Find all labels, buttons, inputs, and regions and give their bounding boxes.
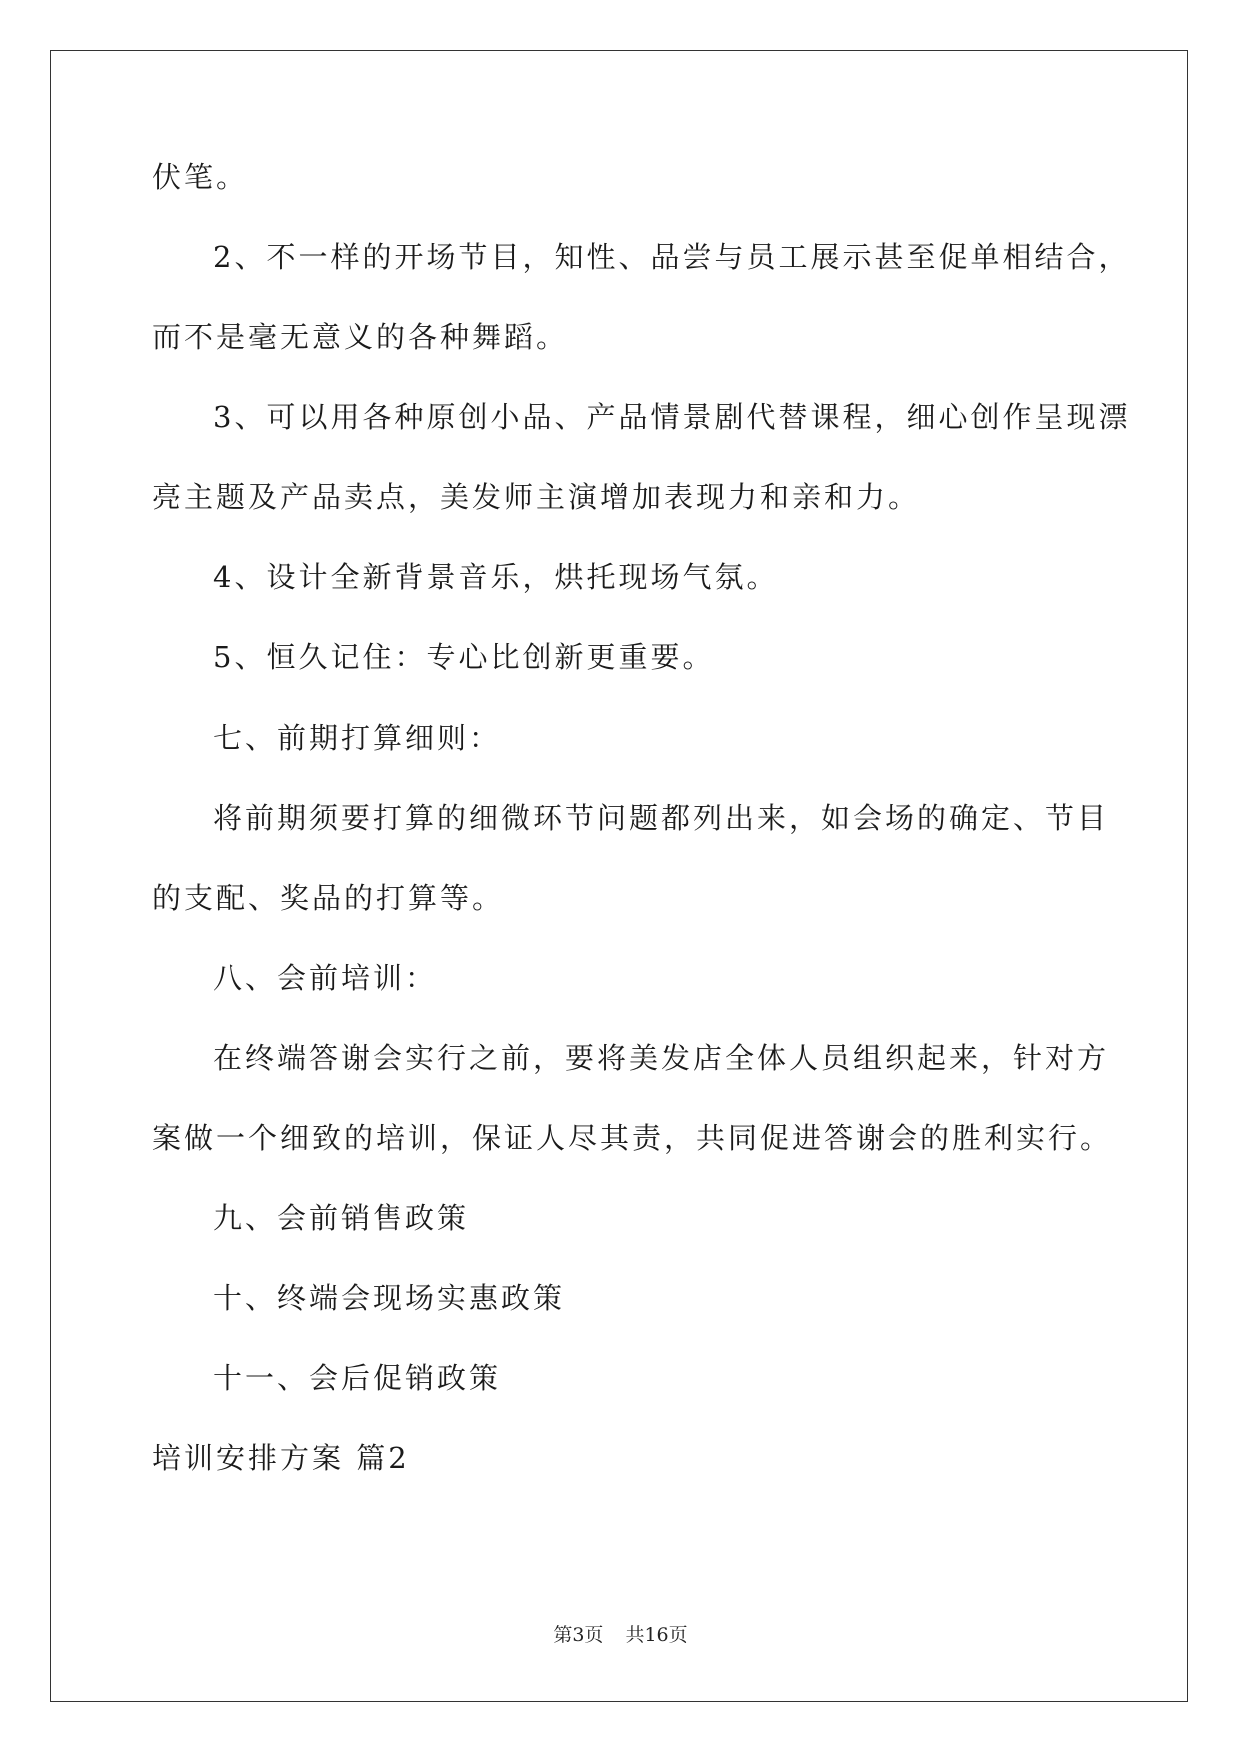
section-heading: 十一、会后促销政策 bbox=[213, 1361, 502, 1395]
text-line: 案做一个细致的培训，保证人尽其责，共同促进答谢会的胜利实行。 bbox=[152, 1121, 1113, 1155]
section-heading: 七、前期打算细则： bbox=[213, 721, 502, 755]
text-line: 4、设计全新背景音乐，烘托现场气氛。 bbox=[213, 560, 779, 594]
document-title: 培训安排方案 篇2 bbox=[152, 1441, 410, 1475]
section-heading: 八、会前培训： bbox=[213, 961, 438, 995]
page-total: 共16页 bbox=[625, 1624, 688, 1646]
text-line: 伏笔。 bbox=[152, 160, 249, 194]
text-line: 在终端答谢会实行之前，要将美发店全体人员组织起来，针对方 bbox=[213, 1041, 1110, 1075]
page-footer bbox=[0, 1622, 1241, 1648]
section-heading: 十、终端会现场实惠政策 bbox=[213, 1281, 566, 1315]
text-line: 的支配、奖品的打算等。 bbox=[152, 881, 505, 915]
text-line: 5、恒久记住：专心比创新更重要。 bbox=[213, 640, 715, 674]
text-line: 2、不一样的开场节目，知性、品尝与员工展示甚至促单相结合， bbox=[213, 240, 1131, 274]
text-line: 而不是毫无意义的各种舞蹈。 bbox=[152, 320, 569, 354]
section-heading: 九、会前销售政策 bbox=[213, 1201, 470, 1235]
text-line: 将前期须要打算的细微环节问题都列出来，如会场的确定、节目 bbox=[213, 801, 1110, 835]
text-line: 3、可以用各种原创小品、产品情景剧代替课程，细心创作呈现漂 bbox=[213, 400, 1131, 434]
page-number: 第3页 bbox=[553, 1624, 604, 1646]
text-line: 亮主题及产品卖点，美发师主演增加表现力和亲和力。 bbox=[152, 480, 921, 514]
